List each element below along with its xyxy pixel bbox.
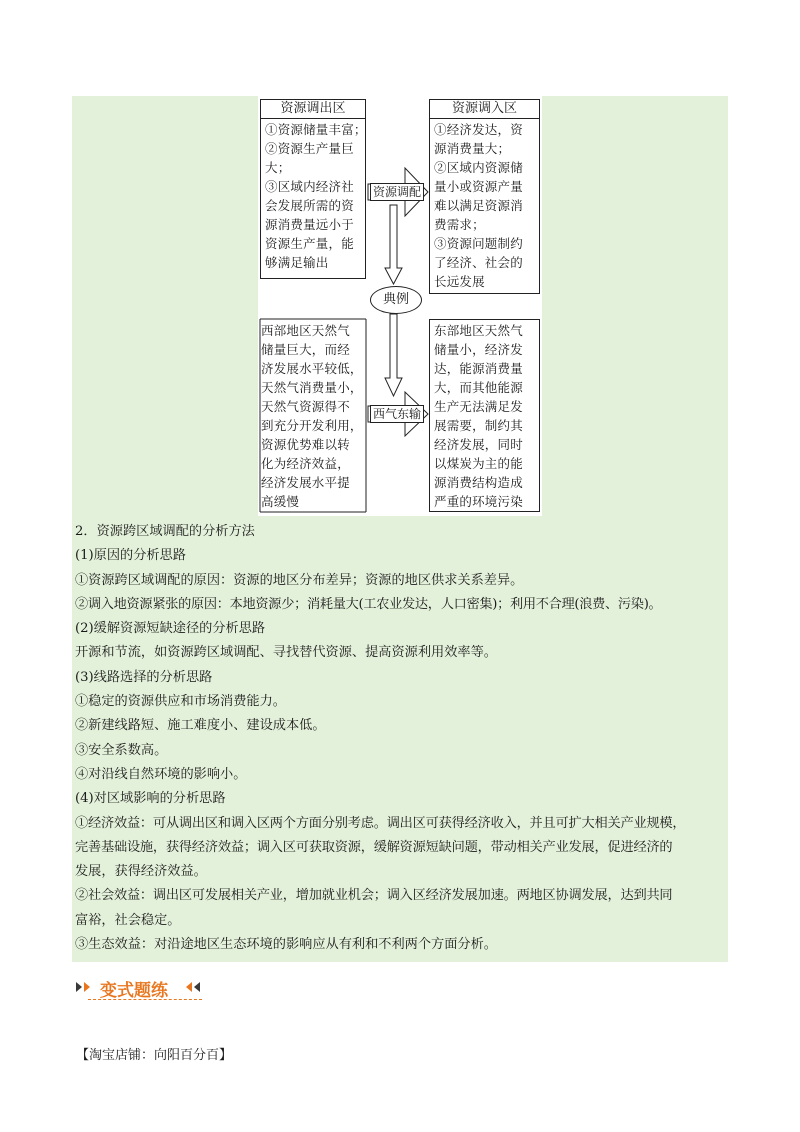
paragraph: 富裕，社会稳定。 xyxy=(75,912,181,928)
east-line: 大，而其他能源 xyxy=(434,380,523,395)
paragraph: ③安全系数高。 xyxy=(75,742,168,758)
subsection-title: (3)线路选择的分析思路 xyxy=(75,669,213,685)
west-line: 储量巨大，而经 xyxy=(261,342,350,357)
example-ellipse: 典例 xyxy=(370,286,422,314)
import-line: ②区域内资源储 xyxy=(434,160,523,175)
east-line: 经济发展，同时 xyxy=(434,437,523,452)
paragraph: 发展，获得经济效益。 xyxy=(75,864,207,880)
import-region-title: 资源调入区 xyxy=(430,100,539,119)
paragraph: ②调入地资源紧张的原因：本地资源少；消耗量大(工农业发达，人口密集)；利用不合理(浪费、污染)。 xyxy=(75,596,662,612)
east-line: 储量小，经济发 xyxy=(434,342,523,357)
west-line: 经济发展水平提 xyxy=(261,475,350,490)
west-line: 资源优势难以转 xyxy=(261,437,350,452)
paragraph: 开源和节流，如资源跨区域调配、寻找替代资源、提高资源利用效率等。 xyxy=(75,645,497,661)
export-line: 大； xyxy=(265,160,291,175)
subsection-title: (4)对区域影响的分析思路 xyxy=(75,791,226,807)
section-heading: 2．资源跨区域调配的分析方法 xyxy=(75,524,255,539)
export-line: ①资源储量丰富； xyxy=(265,122,367,137)
east-line: 达，能源消费量 xyxy=(434,361,523,376)
import-line: 费需求； xyxy=(434,217,485,232)
import-line: 长远发展 xyxy=(434,274,485,289)
export-line: 源消费量远小于 xyxy=(265,217,354,232)
paragraph: ②新建线路短、施工难度小、建设成本低。 xyxy=(75,718,326,734)
east-line: 源消费结构造成 xyxy=(434,475,523,490)
down-arrow-top xyxy=(385,205,402,284)
paragraph: ①资源跨区域调配的原因：资源的地区分布差异；资源的地区供求关系差异。 xyxy=(75,572,524,588)
resource-allocation-label: 资源调配 xyxy=(370,183,424,201)
paragraph: ①稳定的资源供应和市场消费能力。 xyxy=(75,694,286,710)
paragraph: 完善基础设施，获得经济效益；调入区可获取资源，缓解资源短缺问题，带动相关产业发展，促进经济的 xyxy=(75,839,673,855)
paragraph: ②社会效益：调出区可发展相关产业，增加就业机会；调入区经济发展加速。两地区协调发展，达到共同 xyxy=(75,888,673,904)
import-line: ③资源问题制约 xyxy=(434,236,523,251)
west-line: 天然气资源得不 xyxy=(261,399,350,414)
west-line: 到充分开发利用， xyxy=(261,418,363,433)
section-title: 变式题练 xyxy=(100,981,168,1001)
import-line: 了经济、社会的 xyxy=(434,255,523,270)
east-line: 以煤炭为主的能 xyxy=(434,456,523,471)
east-line: 生产无法满足发 xyxy=(434,399,523,414)
west-east-gas-label: 西气东输 xyxy=(370,405,424,423)
method-text xyxy=(75,520,725,957)
west-line: 化为经济效益， xyxy=(261,456,350,471)
east-line: 展需要，制约其 xyxy=(434,418,523,433)
import-line: 难以满足资源消 xyxy=(434,198,523,213)
import-line: 量小或资源产量 xyxy=(434,179,523,194)
export-line: 资源生产量，能 xyxy=(265,236,354,251)
export-line: 会发展所需的资 xyxy=(265,198,354,213)
export-line: 够满足输出 xyxy=(265,255,329,270)
footer-shop: 【淘宝店铺：向阳百分百】 xyxy=(76,1048,233,1063)
export-line: ③区域内经济社 xyxy=(265,179,354,194)
import-line: ①经济发达，资 xyxy=(434,122,523,137)
paragraph: ①经济效益：可从调出区和调入区两个方面分别考虑。调出区可获得经济收入，并且可扩大相关产业规模， xyxy=(75,815,686,831)
import-line: 源消费量大； xyxy=(434,141,511,156)
paragraph: ④对沿线自然环境的影响小。 xyxy=(75,766,247,782)
subsection-title: (1)原因的分析思路 xyxy=(75,548,186,564)
down-arrow-bottom xyxy=(385,314,402,396)
west-line: 西部地区天然气 xyxy=(261,323,350,338)
paragraph: ③生态效益：对沿途地区生态环境的影响应从有利和不利两个方面分析。 xyxy=(75,937,497,953)
export-region-title: 资源调出区 xyxy=(261,100,365,119)
east-line: 严重的环境污染 xyxy=(434,494,523,509)
west-line: 济发展水平较低， xyxy=(261,361,363,376)
export-line: ②资源生产量巨 xyxy=(265,141,354,156)
east-line: 东部地区天然气 xyxy=(434,323,523,338)
west-line: 天然气消费量小， xyxy=(261,380,363,395)
west-line: 高缓慢 xyxy=(261,494,300,509)
section-underline xyxy=(88,999,202,1000)
subsection-title: (2)缓解资源短缺途径的分析思路 xyxy=(75,621,266,637)
